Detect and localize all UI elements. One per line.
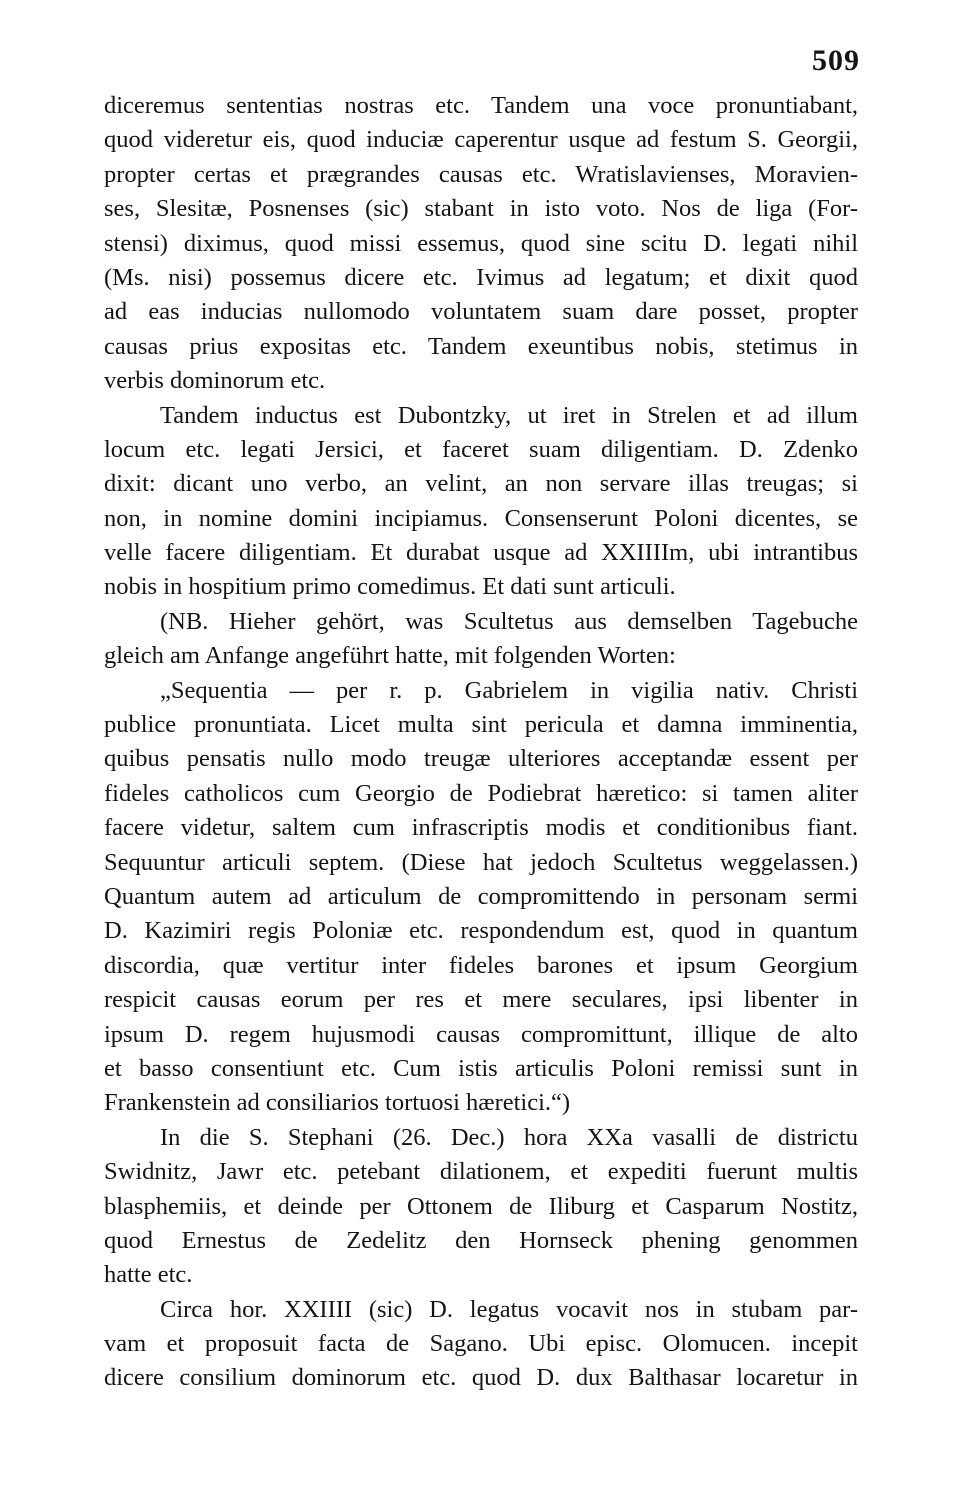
text-line: diceremus sententias nostras etc. Tandem una voce pronuntiabant, xyxy=(104,92,858,119)
text-body xyxy=(104,89,858,1396)
text-line: discordia, quæ vertitur inter fideles barones et ipsum Georgium xyxy=(104,951,858,979)
text-line: ad eas inducias nullomodo voluntatem suam dare posset, propter xyxy=(104,298,858,326)
page-number: 509 xyxy=(812,44,860,77)
text-line: Tandem inductus est Dubontzky, ut iret in Strelen et ad illum xyxy=(160,401,858,429)
text-line: blasphemiis, et deinde per Ottonem de Iliburg et Casparum Nostitz, xyxy=(104,1192,858,1220)
text-line: Quantum autem ad articulum de compromittendo in personam sermi xyxy=(104,882,858,910)
text-line: (Ms. nisi) possemus dicere etc. Ivimus ad legatum; et dixit quod xyxy=(104,263,858,291)
text-line: Sequuntur articuli septem. (Diese hat jedoch Scultetus weggelassen.) xyxy=(104,848,858,876)
text-line: quibus pensatis nullo modo treugæ ulteriores acceptandæ essent per xyxy=(104,745,858,773)
text-line: quod Ernestus de Zedelitz den Hornseck phening genommen xyxy=(104,1226,858,1254)
text-line: stensi) diximus, quod missi essemus, quod sine scitu D. legati nihil xyxy=(104,229,858,257)
text-line: Swidnitz, Jawr etc. petebant dilationem, et expediti fuerunt multis xyxy=(104,1158,858,1186)
text-line: (NB. Hieher gehört, was Scultetus aus demselben Tagebuche xyxy=(160,607,858,635)
text-line: velle facere diligentiam. Et durabat usque ad XXIIIIm, ubi intrantibus xyxy=(104,539,858,567)
text-line: locum etc. legati Jersici, et faceret suam diligentiam. D. Zdenko xyxy=(104,435,858,463)
text-line: dicere consilium dominorum etc. quod D. dux Balthasar locaretur in xyxy=(104,1364,858,1392)
text-line: verbis dominorum etc. xyxy=(104,367,326,395)
text-line: vam et proposuit facta de Sagano. Ubi episc. Olomucen. incepit xyxy=(104,1330,858,1358)
text-line: dixit: dicant uno verbo, an velint, an non servare illas treugas; si xyxy=(104,470,858,498)
text-line: publice pronuntiata. Licet multa sint pericula et damna imminentia, xyxy=(104,711,858,739)
text-line: „Sequentia — per r. p. Gabrielem in vigilia nativ. Christi xyxy=(160,676,858,704)
text-line: Circa hor. XXIIII (sic) D. legatus vocavit nos in stubam par- xyxy=(160,1295,858,1323)
text-line: facere videtur, saltem cum infrascriptis modis et conditionibus fiant. xyxy=(104,814,858,842)
text-line: quod videretur eis, quod induciæ caperentur usque ad festum S. Georgii, xyxy=(104,126,858,154)
text-line: causas prius expositas etc. Tandem exeuntibus nobis, stetimus in xyxy=(104,332,858,360)
text-line: ipsum D. regem hujusmodi causas compromittunt, illique de alto xyxy=(104,1020,858,1048)
text-line: respicit causas eorum per res et mere seculares, ipsi libenter in xyxy=(104,986,858,1014)
text-line: et basso consentiunt etc. Cum istis articulis Poloni remissi sunt in xyxy=(104,1054,858,1082)
text-line: In die S. Stephani (26. Dec.) hora XXa vasalli de districtu xyxy=(160,1123,858,1151)
text-line: nobis in hospitium primo comedimus. Et dati sunt articuli. xyxy=(104,573,676,601)
text-line: fideles catholicos cum Georgio de Podiebrat hæretico: si tamen aliter xyxy=(104,779,858,807)
text-line: Frankenstein ad consiliarios tortuosi hæretici.“) xyxy=(104,1089,571,1117)
text-line: D. Kazimiri regis Poloniæ etc. respondendum est, quod in quantum xyxy=(104,917,858,945)
text-line: non, in nomine domini incipiamus. Consenserunt Poloni dicentes, se xyxy=(104,504,858,532)
text-line: ses, Slesitæ, Posnenses (sic) stabant in isto voto. Nos de liga (For- xyxy=(104,195,858,223)
text-line: gleich am Anfange angeführt hatte, mit folgenden Worten: xyxy=(104,642,676,670)
text-line: hatte etc. xyxy=(104,1261,193,1289)
text-line: propter certas et prægrandes causas etc. Wratislavienses, Moravien- xyxy=(104,160,858,188)
